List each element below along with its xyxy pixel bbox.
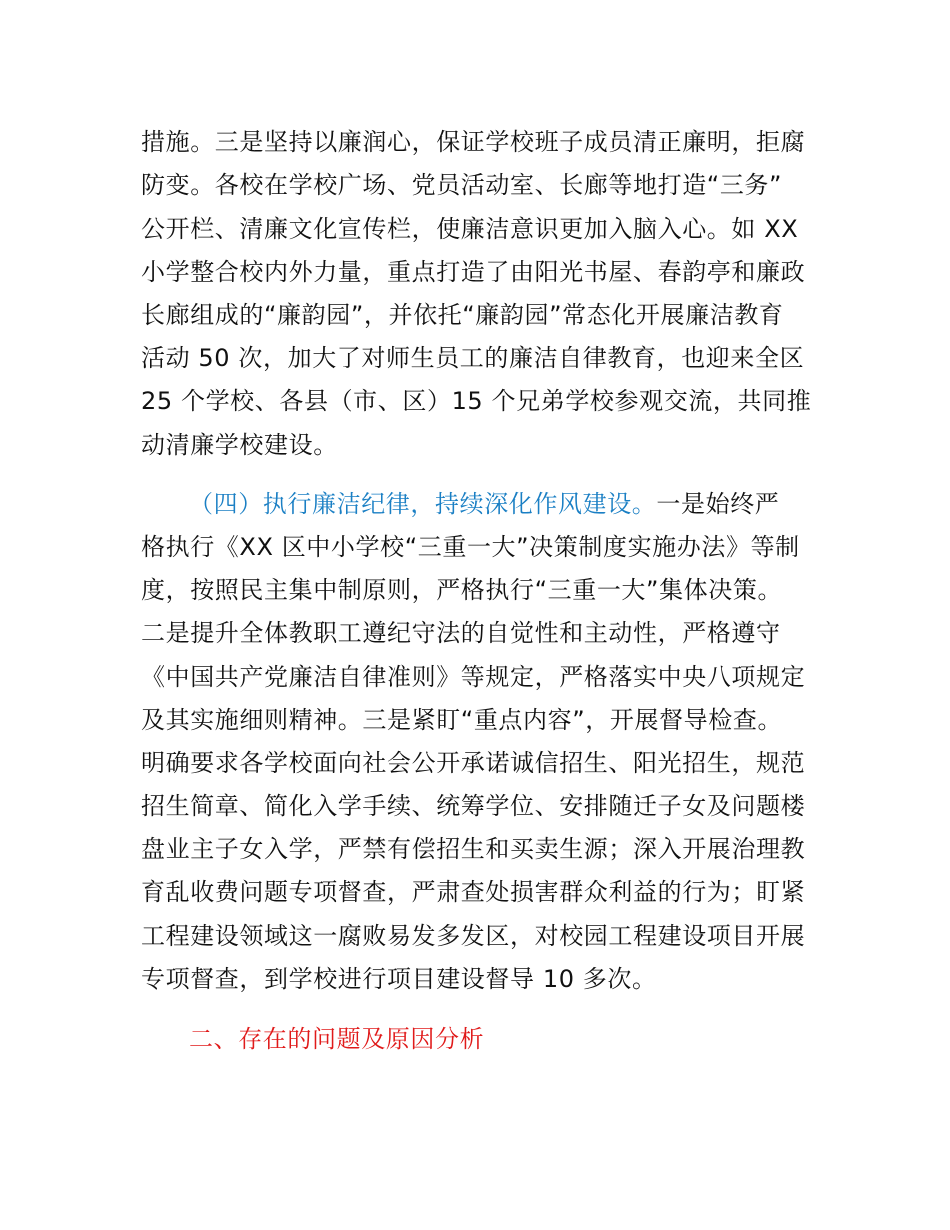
- paragraph-line: 格执行《XX 区中小学校“三重一大”决策制度实施办法》等制: [141, 533, 800, 561]
- paragraph-line: 及其实施细则精神。三是紧盯“重点内容”，开展督导检查。: [141, 706, 783, 734]
- paragraph-line: 工程建设领域这一腐败易发多发区，对校园工程建设项目开展: [141, 922, 806, 950]
- subheading-four: （四）执行廉洁纪律，持续深化作风建设。: [189, 490, 657, 518]
- paragraph-line: 明确要求各学校面向社会公开承诺诚信招生、阳光招生，规范: [141, 749, 806, 777]
- paragraph-line: 盘业主子女入学，严禁有偿招生和买卖生源；深入开展治理教: [141, 835, 806, 863]
- paragraph-line: 《中国共产党廉洁自律准则》等规定，严格落实中央八项规定: [141, 663, 806, 691]
- paragraph-line: 公开栏、清廉文化宣传栏，使廉洁意识更加入脑入心。如 XX: [141, 215, 799, 243]
- paragraph-line: 长廊组成的“廉韵园”，并依托“廉韵园”常态化开展廉洁教育: [141, 301, 784, 329]
- paragraph-line: 二是提升全体教职工遵纪守法的自觉性和主动性，严格遵守: [141, 619, 781, 647]
- section-heading: 二、存在的问题及原因分析: [189, 1025, 485, 1053]
- paragraph-line: 专项督查，到学校进行项目建设督导 10 多次。: [141, 965, 657, 993]
- paragraph-first-line: [189, 486, 869, 522]
- paragraph-line: 度，按照民主集中制原则，严格执行“三重一大”集体决策。: [141, 576, 783, 604]
- paragraph-line: 25 个学校、各县（市、区）15 个兄弟学校参观交流，共同推: [141, 387, 812, 415]
- paragraph-line: 小学整合校内外力量，重点打造了由阳光书屋、春韵亭和廉政: [141, 258, 806, 286]
- paragraph-line: 措施。三是坚持以廉润心，保证学校班子成员清正廉明，拒腐: [141, 128, 806, 156]
- paragraph-line-rest: 一是始终严: [656, 490, 780, 518]
- paragraph-line: 动清廉学校建设。: [141, 431, 338, 459]
- paragraph-line: 育乱收费问题专项督查，严肃查处损害群众利益的行为；盯紧: [141, 878, 806, 906]
- paragraph-line: 防变。各校在学校广场、党员活动室、长廊等地打造“三务”: [141, 171, 783, 199]
- paragraph-line: 活动 50 次，加大了对师生员工的廉洁自律教育，也迎来全区: [141, 344, 805, 372]
- paragraph-line: 招生简章、简化入学手续、统筹学位、安排随迁子女及问题楼: [141, 792, 806, 820]
